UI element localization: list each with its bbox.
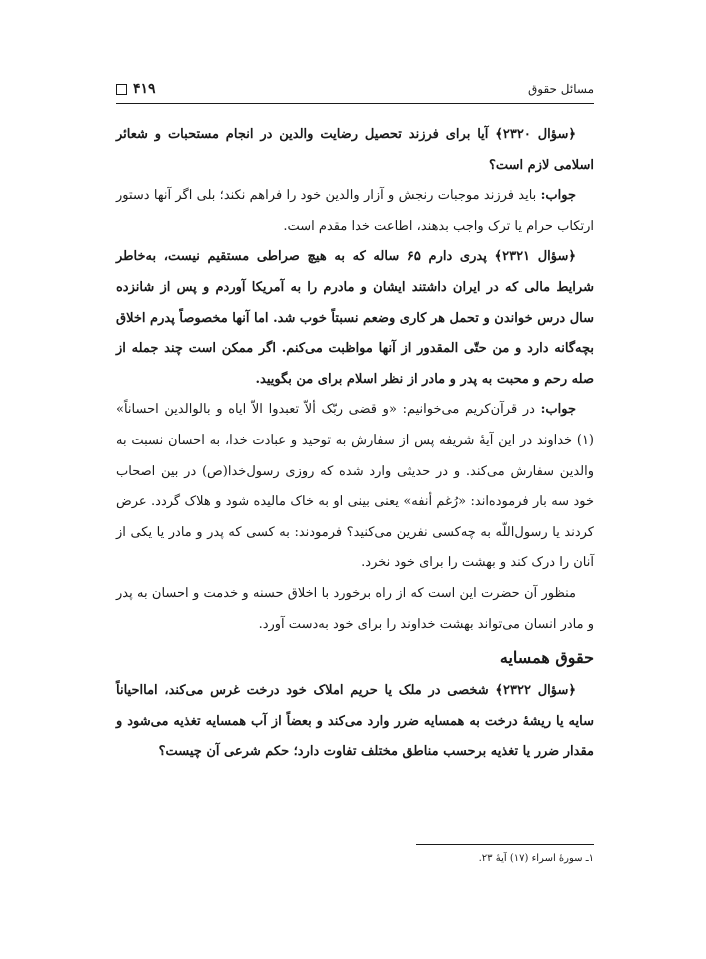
footnote-rule: [416, 844, 594, 845]
answer-label: جواب:: [540, 402, 576, 418]
section-heading: حقوق همسایه: [499, 648, 594, 668]
square-box-icon: [116, 84, 127, 95]
footnote: ۱ـ سورهٔ اسراء (۱۷) آیهٔ ۲۳.: [478, 853, 594, 864]
answer-text: باید فرزند موجبات رنجش و آزار والدین خود را فراهم نکند؛ بلی اگر آنها دستور ارتکاب حرام یا ترک واجب بدهند، اطاعت خدا مقدم است.: [116, 188, 594, 234]
page-header: [116, 78, 594, 100]
answer-2321: [116, 395, 594, 579]
paragraph-conclusion: منظور آن حضرت این است که از راه برخورد با اخلاق حسنه و خدمت و احسان به پدر و مادر انسان می‌تواند بهشت خداوند را برای خود به‌دست آورد.: [116, 585, 594, 632]
question-2322: ﴿سؤال ۲۳۲۲﴾ شخصی در ملک یا حریم املاک خود درخت غرس می‌کند، امااحیاناً سایه یا ریشهٔ درخت به همسایه ضرر وارد می‌کند و بعضاً از آب همسایه تغذیه می‌شود و مقدار ضرر یا تغذیه برحسب مناطق مختلف تفاوت دارد؛ حکم شرعی آن چیست؟: [116, 683, 594, 760]
running-title: مسائل حقوق: [527, 82, 594, 96]
question-2320: ﴿سؤال ۲۳۲۰﴾ آیا برای فرزند تحصیل رضایت والدین در انجام مستحبات و شعائر اسلامی لازم است؟: [116, 127, 594, 173]
page-number: ۴۱۹: [133, 81, 156, 97]
page-number-group: [116, 81, 156, 97]
question-2321: ﴿سؤال ۲۳۲۱﴾ پدری دارم ۶۵ ساله که به هیچ صراطی مستقیم نیست، به‌خاطر شرایط مالی که در ایران داشتند ایشان و مادرم را به آمریکا آوردم و پس از شانزده سال درس خواندن و تحمل هر کاری وضعم نسبتاً خوب شد. اما آنها مخصوصاً پدرم اخلاق بچه‌گانه دارد و من حتّی المقدور از آنها مواظبت می‌کنم. اگر ممکن است چند جمله از صله رحم و محبت به پدر و مادر از نظر اسلام برای من بگویید.: [116, 249, 594, 387]
answer-2320: [116, 181, 594, 242]
header-rule: [116, 103, 594, 104]
page-body: [116, 120, 594, 768]
answer-text: در قرآن‌کریم می‌خوانیم: «و قضی ربّک ألاّ تعبدوا الاّ ایاه و بالوالدین احساناً» (۱) خداوند در این آیهٔ شریفه پس از سفارش به توحید و عبادت خدا، به احسان نسبت به والدین سفارش می‌کند. و در حدیثی وارد شده که روزی رسول‌خدا(ص) در بین اصحاب خود سه بار فرموده‌اند: «رُغم أنفه» یعنی بینی او به خاک مالیده شود و هلاک گردد. عرض کردند یا رسول‌اللّه به چه‌کسی نفرین می‌کنید؟ فرمودند: به کسی که پدر و مادر یا یکی از آنان را درک کند و بهشت را برای خود نخرد.: [116, 402, 594, 571]
answer-label: جواب:: [540, 188, 576, 204]
